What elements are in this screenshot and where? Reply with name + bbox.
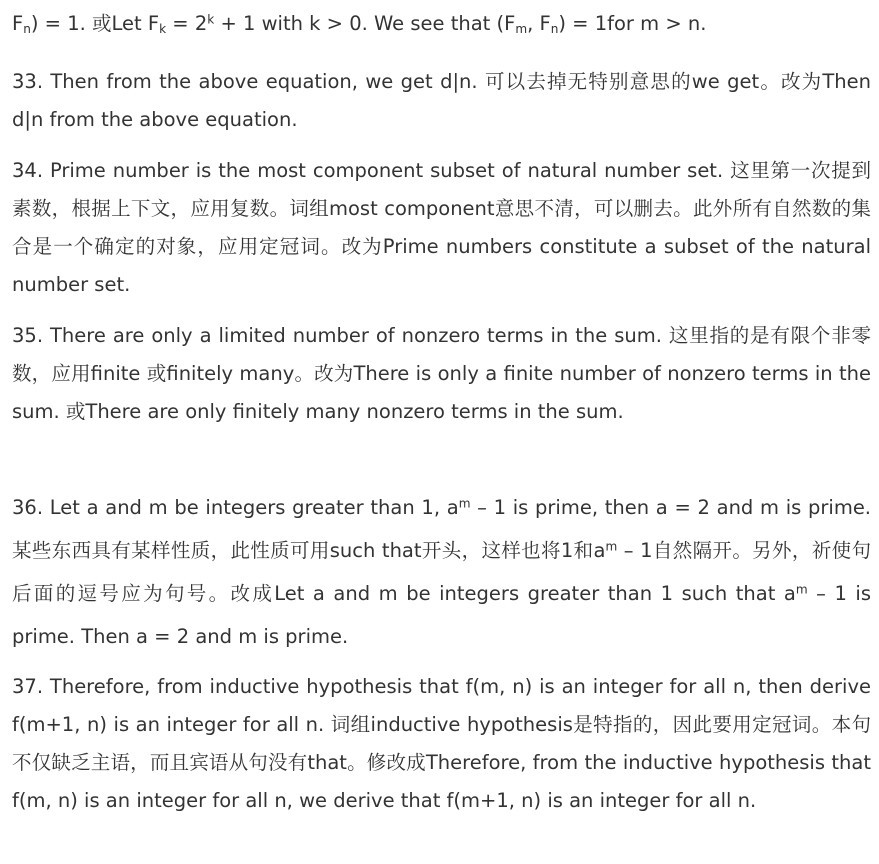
text-run: = 2 [166,12,208,35]
subscript: k [159,22,167,37]
subscript: n [550,22,559,37]
paragraph-fermat-continued [12,5,871,43]
paragraph-35: 35. There are only a limited number of nonzero terms in the sum. 这里指的是有限个非零数，应用finite 或finitely many。改为There is only a finite number of nonzero terms in the sum. 或There are only finitely many nonzero terms in the sum. [12,324,871,423]
text-run: , F [527,12,551,35]
text-run: + 1 with k > 0. We see that (F [214,12,516,35]
superscript: m [605,539,618,554]
paragraph-36 [12,486,871,658]
paragraph-37: 37. Therefore, from inductive hypothesis that f(m, n) is an integer for all n, then derive f(m+1, n) is an integer for all n. 词组inductive hypothesis是特指的，因此要用定冠词。本句不仅缺乏主语，而且宾语从句没有that。修改成Therefore, from the inductive hypothesis that f(m, n) is an integer for all n, we derive that f(m+1, n) is an integer for all n. [12,675,871,812]
text-run: ) = 1. 或Let F [30,12,160,35]
superscript: k [207,12,215,27]
subscript: m [515,22,528,37]
text-run: ) = 1for m > n. [558,12,707,35]
paragraph-33: 33. Then from the above equation, we get d|n. 可以去掉无特别意思的we get。改为Then d|n from the above equation. [12,70,871,131]
text-run: – 1 is prime, then a = 2 and m is prime. 某些东西具有某样性质，此性质可用such that开头，这样也将1和a [12,496,872,562]
text-run: F [12,12,24,35]
subscript: n [23,22,31,37]
paragraph-34: 34. Prime number is the most component subset of natural number set. 这里第一次提到素数，根据上下文，应用复数。词组most component意思不清，可以删去。此外所有自然数的集合是一个确定的对象，应用定冠词。改为Prime numbers constitute a subset of the natural number set. [12,159,871,296]
superscript: m [458,496,471,511]
text-run: 36. Let a and m be integers greater than 1, a [12,496,459,519]
text-run: – 1 is prime. Then a = 2 and m is prime. [12,582,871,648]
superscript: m [795,582,808,597]
text-run: – 1自然隔开。另外，祈使句后面的逗号应为句号。改成Let a and m be integers greater than 1 such that a [12,539,871,605]
